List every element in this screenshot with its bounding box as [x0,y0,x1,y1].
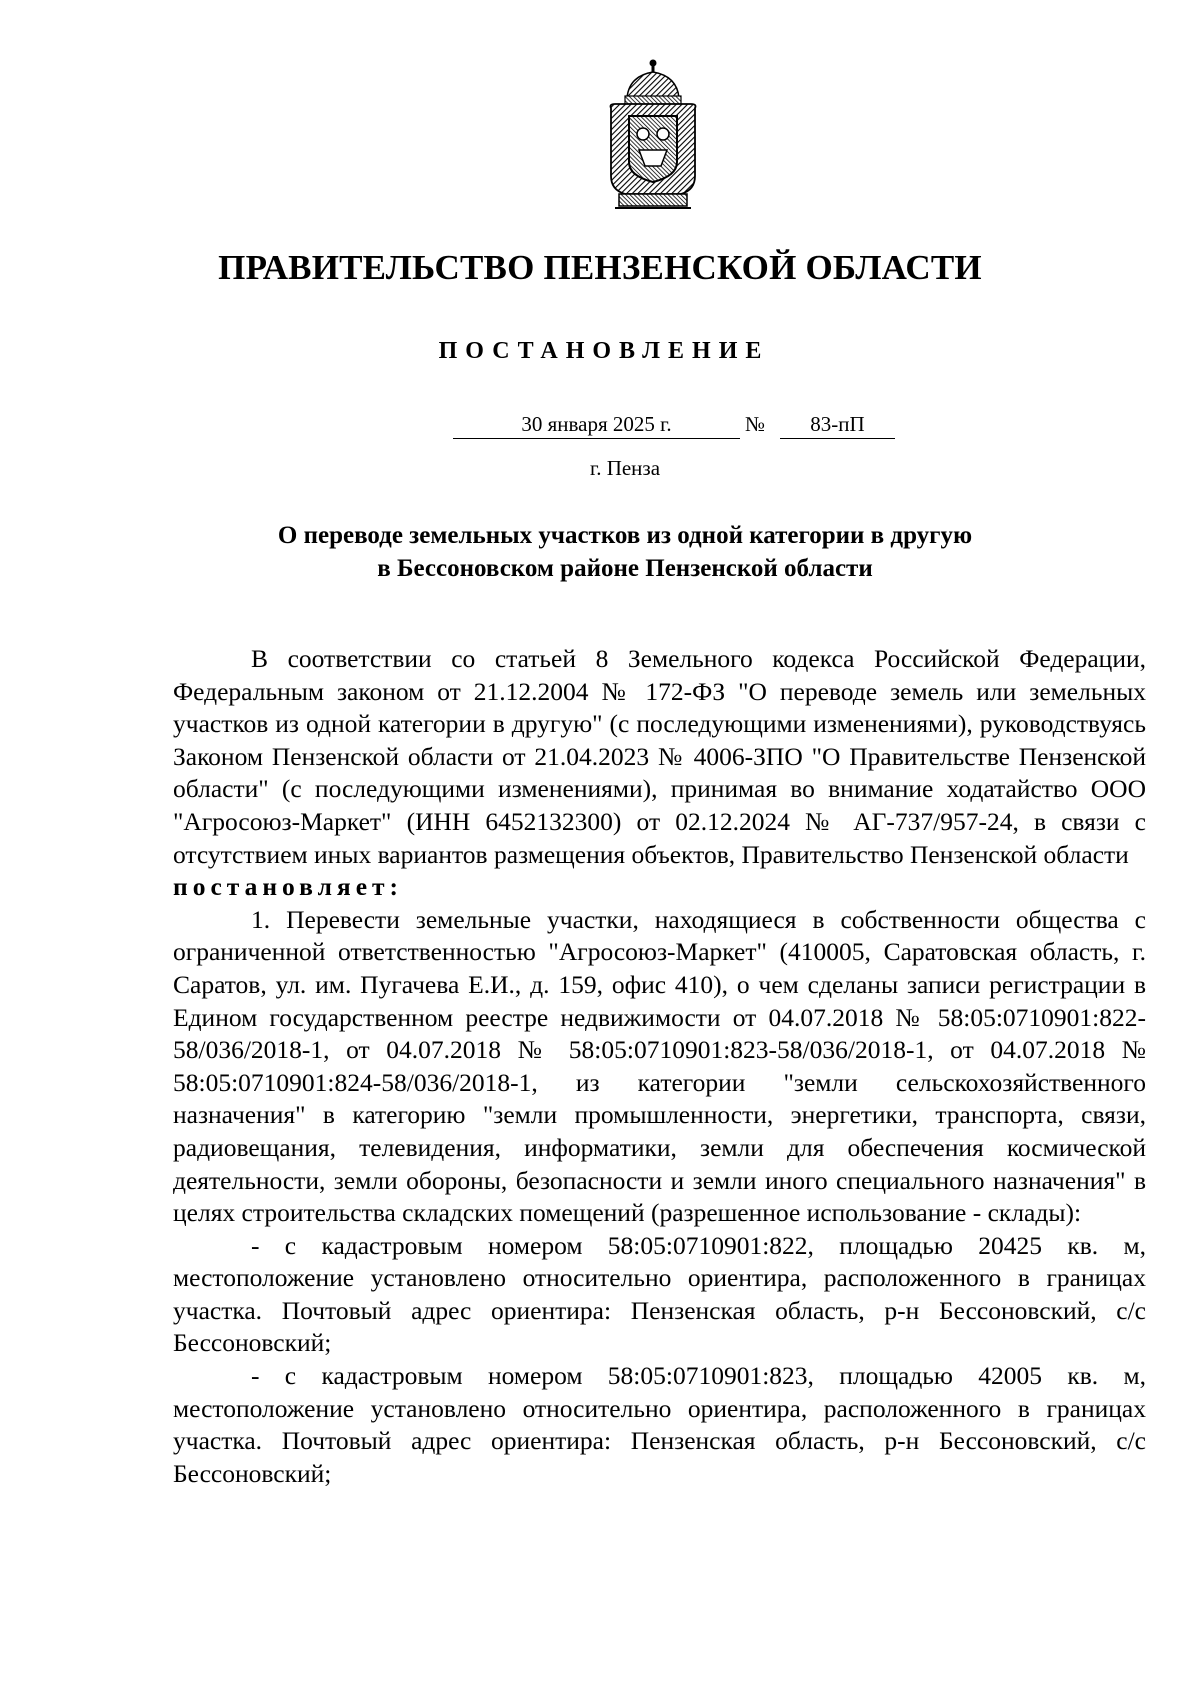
plot-1-paragraph: - с кадастровым номером 58:05:0710901:822, площадью 20425 кв. м, местоположение установлено относительно ориентира, расположенного в границах участка. Почтовый адрес ориентира: Пензенская область, р-н Бессоновский, с/с Бессоновский; [173,1230,1146,1358]
subject-line-1: О переводе земельных участков из одной категории в другую [277,522,973,549]
subject-line-2: в Бессоновском районе Пензенской области [377,555,873,582]
document-date: 30 января 2025 г. [453,410,740,439]
document-subject [0,519,1200,585]
document-type: ПОСТАНОВЛЕНИЕ [438,338,770,364]
number-sign: № [745,412,766,436]
document-city: г. Пенза [589,456,661,480]
resolve-word: постановляет: [173,872,404,902]
date-number-row [0,410,1200,444]
document-number: 83-пП [780,410,895,439]
resolve-paragraph [173,871,1146,904]
document-body [173,643,1146,1490]
item-1-paragraph: 1. Перевести земельные участки, находящиеся в собственности общества с ограниченной ответственностью "Агросоюз-Маркет" (410005, Саратовская область, г. Саратов, ул. им. Пугачева Е.И., д. 159, офис 410), о чем сделаны записи регистрации в Едином государственном реестре недвижимости от 04.07.2018 № 58:05:0710901:822-58/036/2018-1, от 04.07.2018 № 58:05:0710901:823-58/036/2018-1, от 04.07.2018 № 58:05:0710901:824-58/036/2018-1, из категории "земли сельскохозяйственного назначения" в категорию "земли промышленности, энергетики, транспорта, связи, радиовещания, телевидения, информатики, земли для обеспечения космической деятельности, земли обороны, безопасности и земли иного специального назначения" в целях строительства складских помещений (разрешенное использование - склады): [173,904,1146,1228]
preamble-paragraph: В соответствии со статьей 8 Земельного кодекса Российской Федерации, Федеральным законом от 21.12.2004 № 172-ФЗ "О переводе земель или земельных участков из одной категории в другую" (с последующими изменениями), руководствуясь Законом Пензенской области от 21.04.2023 № 4006-ЗПО "О Правительстве Пензенской области" (с последующими изменениями), принимая во внимание ходатайство ООО "Агросоюз-Маркет" (ИНН 6452132300) от 02.12.2024 № АГ-737/957-24, в связи с отсутствием иных вариантов размещения объектов, Правительство Пензенской области [173,644,1146,869]
organization-title: ПРАВИТЕЛЬСТВО ПЕНЗЕНСКОЙ ОБЛАСТИ [218,248,982,287]
coat-of-arms-icon [603,58,703,210]
plot-2-paragraph: - с кадастровым номером 58:05:0710901:823, площадью 42005 кв. м, местоположение установлено относительно ориентира, расположенного в границах участка. Почтовый адрес ориентира: Пензенская область, р-н Бессоновский, с/с Бессоновский; [173,1361,1146,1488]
